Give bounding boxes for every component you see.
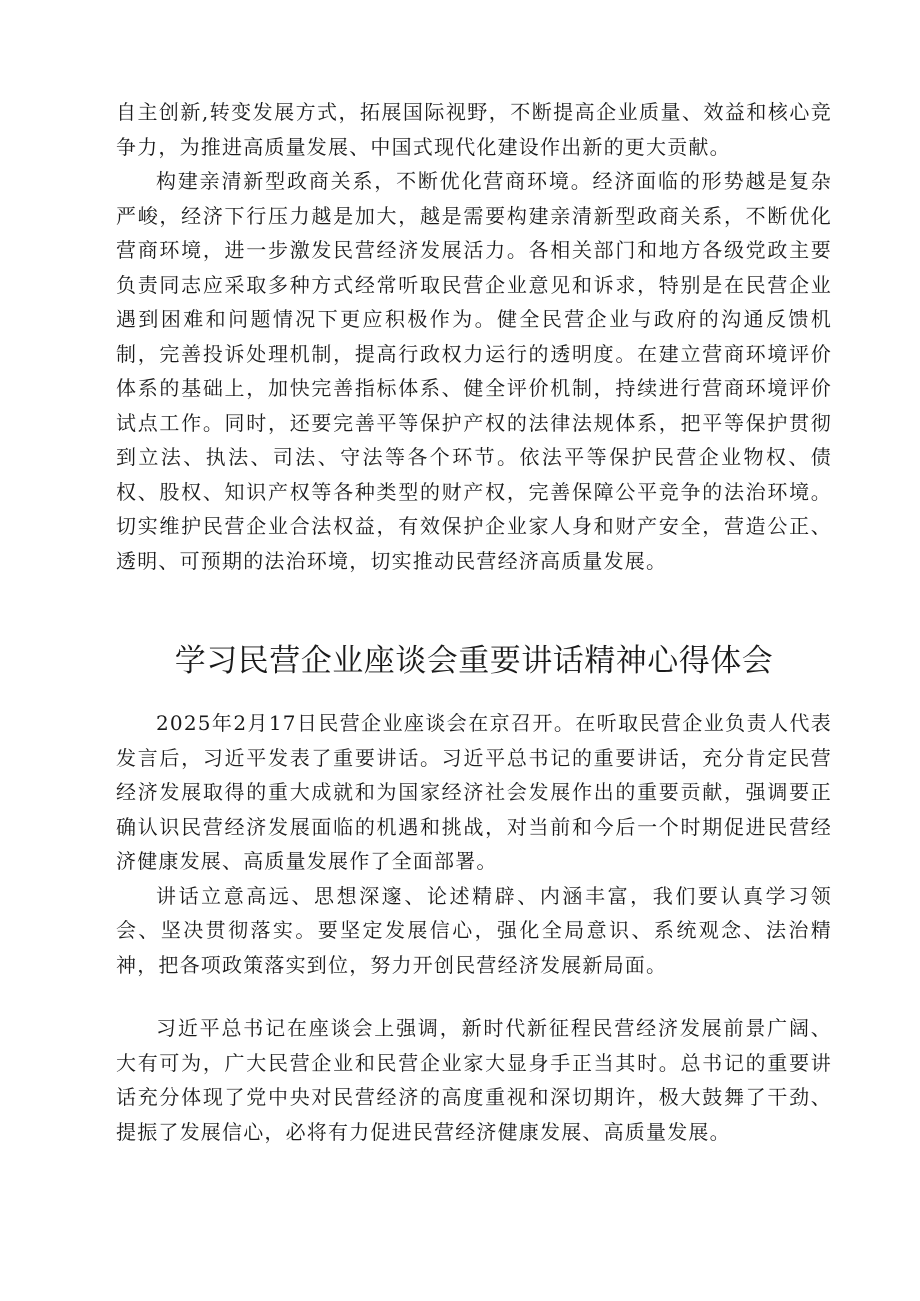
section-intro-block (116, 706, 832, 982)
continued-paragraph: 自主创新,转变发展方式，拓展国际视野，不断提高企业质量、效益和核心竞争力，为推进高质量发展、中国式现代化建设作出新的更大贡献。 (116, 100, 832, 159)
section-closing-block (116, 1011, 832, 1149)
business-environment-paragraph: 构建亲清新型政商关系，不断优化营商环境。经济面临的形势越是复杂严峻，经济下行压力越是加大，越是需要构建亲清新型政商关系，不断优化营商环境，进一步激发民营经济发展活力。各相关部门和地方各级党政主要负责同志应采取多种方式经常听取民营企业意见和诉求，特别是在民营企业遇到困难和问题情况下更应积极作为。健全民营企业与政府的沟通反馈机制，完善投诉处理机制，提高行政权力运行的透明度。在建立营商环境评价体系的基础上，加快完善指标体系、健全评价机制，持续进行营商环境评价试点工作。同时，还要完善平等保护产权的法律法规体系，把平等保护贯彻到立法、执法、司法、守法等各个环节。依法平等保护民营企业物权、债权、股权、知识产权等各种类型的财产权，完善保障公平竞争的法治环境。切实维护民营企业合法权益，有效保护企业家人身和财产安全，营造公正、透明、可预期的法治环境，切实推动民营经济高质量发展。 (116, 169, 832, 573)
speech-paragraph: 讲话立意高远、思想深邃、论述精辟、内涵丰富，我们要认真学习领会、坚决贯彻落实。要坚定发展信心，强化全局意识、系统观念、法治精神，把各项政策落实到位，努力开创民营经济发展新局面。 (116, 883, 832, 977)
top-text-block (116, 95, 832, 578)
section-title: 学习民营企业座谈会重要讲话精神心得体会 (174, 643, 774, 679)
emphasis-paragraph: 习近平总书记在座谈会上强调，新时代新征程民营经济发展前景广阔、大有可为，广大民营企业和民营企业家大显身手正当其时。总书记的重要讲话充分体现了党中央对民营经济的高度重视和深切期许，极大鼓舞了干劲、提振了发展信心，必将有力促进民营经济健康发展、高质量发展。 (116, 1016, 832, 1144)
meeting-paragraph: 2025年2月17日民营企业座谈会在京召开。在听取民营企业负责人代表发言后，习近平发表了重要讲话。习近平总书记的重要讲话，充分肯定民营经济发展取得的重大成就和为国家经济社会发展作出的重要贡献，强调要正确认识民营经济发展面临的机遇和挑战，对当前和今后一个时期促进民营经济健康发展、高质量发展作了全面部署。 (116, 711, 832, 873)
